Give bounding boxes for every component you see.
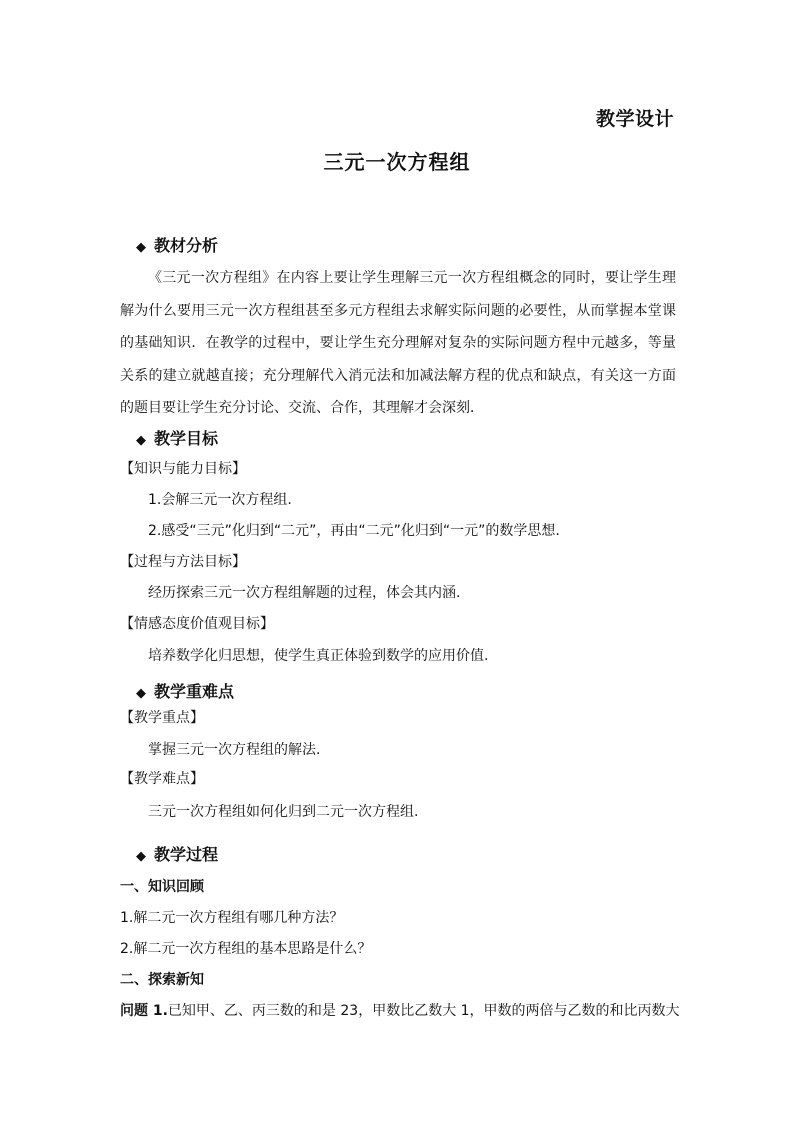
diamond-bullet-icon: ◆ [136,686,146,701]
problem-text: 已知甲、乙、丙三数的和是 23，甲数比乙数大 1，甲数的两倍与乙数的和比丙数大 [167,1003,680,1019]
difficult-point-label: 【教学难点】 [120,771,204,787]
document-type: 教学设计 [595,108,674,130]
process-goal-text: 经历探索三元一次方程组解题的过程，体会其内涵. [148,585,461,601]
part-title-explore: 二、探索新知 [120,972,204,988]
diamond-bullet-icon: ◆ [136,849,146,864]
analysis-paragraph: 《三元一次方程组》在内容上要让学生理解三元一次方程组概念的同时，要让学生理解为什么要用三元一次方程组甚至多元方程组去求解实际问题的必要性，从而掌握本堂课的基础知识．在教学的过程中，要让学生充分理解对复杂的实际问题方程中元越多，等量关系的建立就越直接；充分理解代入消元法和加减法解方程的优点和缺点，有关这一方面的题目要让学生充分讨论、交流、合作，其理解才会深刻． [120,270,676,416]
section-heading-goals: ◆ 教学目标 [136,429,219,448]
emotion-goal-label: 【情感态度价值观目标】 [120,616,274,632]
section-heading-process: ◆ 教学过程 [136,845,219,864]
section-heading-analysis: ◆ 教材分析 [136,236,219,255]
knowledge-goal-item: 2.感受“三元”化归到“二元”，再由“二元”化归到“一元”的数学思想. [148,523,560,539]
problem-1 [120,1000,680,1020]
key-point-text: 掌握三元一次方程组的解法. [148,742,321,758]
review-question: 2.解二元一次方程组的基本思路是什么？ [120,941,372,957]
review-question: 1.解二元一次方程组有哪几种方法？ [120,910,344,926]
difficult-point-text: 三元一次方程组如何化归到二元一次方程组. [148,804,419,820]
problem-label: 问题 1. [120,1003,168,1019]
section-heading-key-points: ◆ 教学重难点 [136,682,235,701]
diamond-bullet-icon: ◆ [136,433,146,448]
knowledge-goal-item: 1.会解三元一次方程组. [148,492,292,508]
process-goal-label: 【过程与方法目标】 [120,554,246,570]
part-title-review: 一、知识回顾 [120,879,204,895]
key-point-label: 【教学重点】 [120,710,204,726]
document-title: 三元一次方程组 [323,150,471,174]
knowledge-goal-label: 【知识与能力目标】 [120,461,246,477]
diamond-bullet-icon: ◆ [136,240,146,255]
emotion-goal-text: 培养数学化归思想，使学生真正体验到数学的应用价值. [148,648,489,664]
